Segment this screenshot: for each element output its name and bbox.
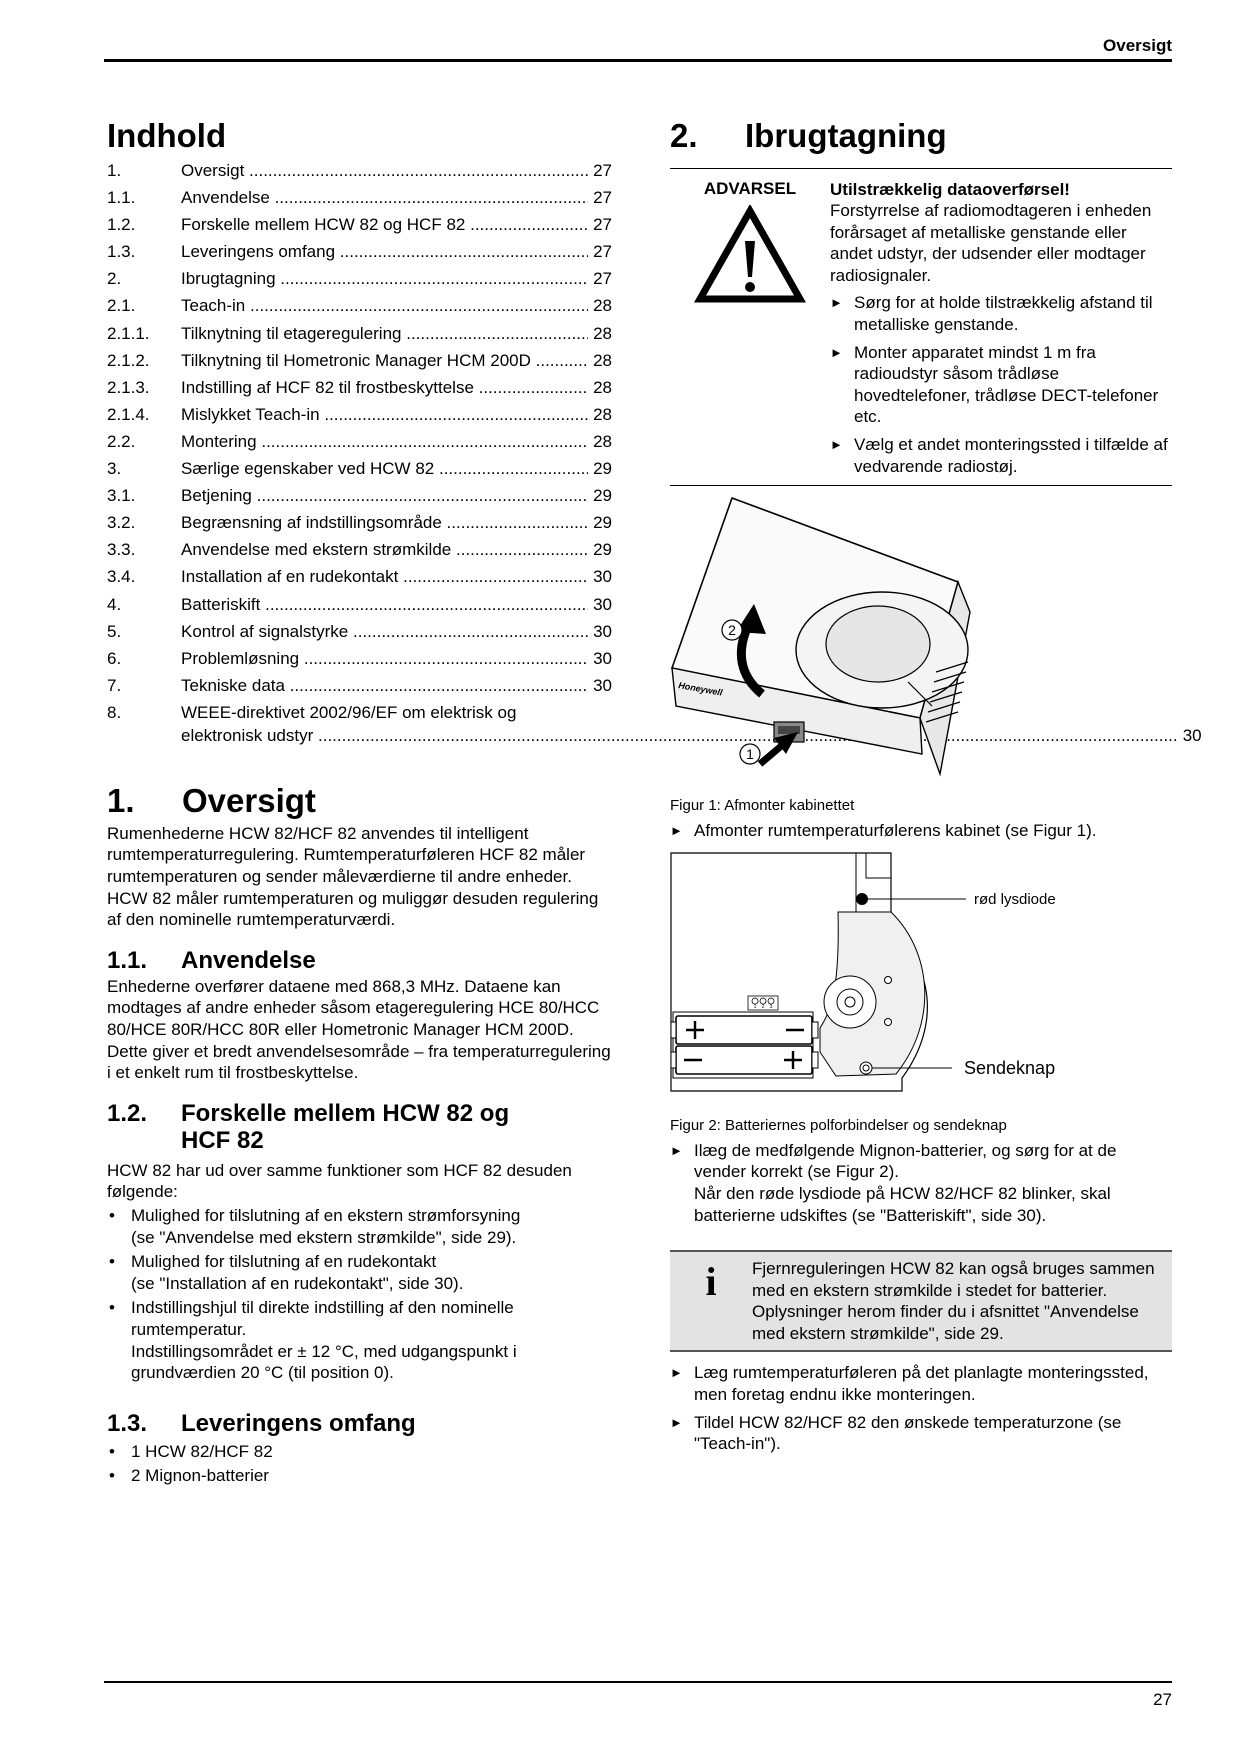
toc-entry-title: Problemløsning xyxy=(181,648,300,668)
toc-entry-title: Batteriskift xyxy=(181,594,261,614)
toc-entry-number: 2.1.1. xyxy=(107,323,150,343)
toc-leader-dots xyxy=(474,374,588,401)
toc-entry-number: 2.2. xyxy=(107,431,136,451)
toc-leader-dots xyxy=(398,563,588,590)
toc-entry[interactable] xyxy=(107,645,612,672)
warning-steps xyxy=(830,292,1172,477)
table-of-contents xyxy=(107,157,612,699)
section-title: Ibrugtagning xyxy=(745,117,947,154)
section-number: 1.3. xyxy=(107,1409,148,1437)
section-number: 1. xyxy=(107,781,135,819)
warning-label: ADVARSEL xyxy=(703,179,797,198)
toc-entry[interactable] xyxy=(107,347,612,374)
figure-1-steps xyxy=(670,820,1172,842)
toc-entry-number: 1.2. xyxy=(107,215,136,235)
terminal-number: 1 xyxy=(753,1003,757,1010)
toc-entry-page: 27 xyxy=(593,242,612,262)
toc-entry-number: 1.1. xyxy=(107,188,136,208)
toc-entry-page: 29 xyxy=(593,486,612,506)
toc-entry-title: Tilknytning til etageregulering xyxy=(181,323,402,343)
toc-entry[interactable] xyxy=(107,699,1202,747)
toc-entry-title: Ibrugtagning xyxy=(181,269,276,289)
figure-1-marker-2: 2 xyxy=(728,622,736,639)
toc-entry-number: 4. xyxy=(107,594,122,614)
toc-entry-title: Teach-in xyxy=(181,296,246,316)
footer-rule xyxy=(104,1681,1172,1683)
toc-entry-number: 1.3. xyxy=(107,242,136,262)
info-box xyxy=(670,1250,1172,1352)
toc-entry-number: 2. xyxy=(107,269,122,289)
toc-entry-page: 28 xyxy=(593,296,612,316)
toc-entry-title: Begrænsning af indstillingsområde xyxy=(181,513,442,533)
toc-entry-title: Anvendelse xyxy=(181,188,270,208)
toc-leader-dots xyxy=(299,645,588,672)
section-1-1-paragraph: Enhederne overfører dataene med 868,3 MHz. Dataene kan modtages af andre enheder såsom etageregulering HCE 80/HCC 80/HCE 80R/HCC 80R eller Hometronic Manager HCM 200D. xyxy=(107,976,600,1040)
toc-entry[interactable] xyxy=(107,428,612,455)
red-led-label: rød lysdiode xyxy=(974,890,1056,908)
section-title: Anvendelse xyxy=(181,946,316,974)
toc-leader-dots xyxy=(270,184,588,211)
toc-entry[interactable] xyxy=(107,211,612,238)
list-item: • 1 HCW 82/HCF 82 xyxy=(107,1441,612,1463)
figure-1-housing-illustration xyxy=(670,492,1140,792)
section-number: 2. xyxy=(670,117,698,154)
list-item-text: • Indstillingshjul til direkte indstilling af den nominelle rumtemperatur. xyxy=(131,1298,514,1339)
toc-entry-number: 5. xyxy=(107,621,122,641)
toc-entry-number: 3.4. xyxy=(107,567,136,587)
toc-entry-title: Særlige egenskaber ved HCW 82 xyxy=(181,459,435,479)
toc-entry-page: 27 xyxy=(593,215,612,235)
toc-entry[interactable] xyxy=(107,184,612,211)
toc-entry[interactable] xyxy=(107,455,612,482)
toc-entry[interactable] xyxy=(107,292,612,319)
toc-leader-dots xyxy=(465,211,588,238)
section-1-paragraph: Rumenhederne HCW 82/HCF 82 anvendes til intelligent rumtemperaturregulering. Rumtemperaturføleren HCF 82 måler rumtemperaturen og sender måleværdierne til andre enheder. xyxy=(107,823,586,887)
toc-entry-page: 27 xyxy=(593,188,612,208)
toc-entry[interactable] xyxy=(107,238,612,265)
list-item-text: (se "Anvendelse med ekstern strømkilde", side 29). xyxy=(131,1227,517,1247)
toc-entry-number: 2.1.2. xyxy=(107,350,150,370)
warning-title: Utilstrækkelig dataoverførsel! xyxy=(830,180,1070,199)
instruction-step: ► Læg rumtemperaturføleren på det planlagte monteringssted, men foretag endnu ikke monteringen. xyxy=(670,1362,1172,1405)
list-item-text: Indstillingsområdet er ± 12 °C, med udgangspunkt i grundværdien 20 °C (til position 0). xyxy=(131,1341,517,1383)
toc-entry-title: Kontrol af signalstyrke xyxy=(181,621,349,641)
toc-leader-dots xyxy=(434,455,588,482)
toc-leader-dots xyxy=(335,238,588,265)
toc-leader-dots xyxy=(252,482,588,509)
toc-heading: Indhold xyxy=(107,117,227,154)
toc-entry-page: 28 xyxy=(593,323,612,343)
toc-entry-number: 3. xyxy=(107,459,122,479)
warning-label-cell xyxy=(670,177,830,477)
toc-entry[interactable] xyxy=(107,536,612,563)
feature-list xyxy=(107,1205,612,1384)
toc-entry-number: 8. xyxy=(107,702,122,722)
warning-step: ► Vælg et andet monteringssted i tilfælde af vedvarende radiostøj. xyxy=(830,434,1172,477)
toc-leader-dots xyxy=(276,265,588,292)
figure-1-marker-1: 1 xyxy=(746,746,754,763)
toc-leader-dots xyxy=(260,591,588,618)
toc-leader-dots xyxy=(531,347,588,374)
toc-entry-page: 29 xyxy=(593,540,612,560)
section-1-1-paragraph: Dette giver et bredt anvendelsesområde – fra temperaturregulering i et enkelt rum til frostbeskyttelse. xyxy=(107,1041,611,1083)
instruction-text: ► Ilæg de medfølgende Mignon-batterier, og sørg for at de vender korrekt (se Figur 2). xyxy=(694,1140,1117,1182)
info-icon: i xyxy=(705,1259,717,1305)
figure-2-steps xyxy=(670,1140,1172,1226)
list-item-text: • Mulighed for tilslutning af en ekstern strømforsyning xyxy=(131,1206,521,1225)
brand-logo: Honeywell xyxy=(677,680,724,698)
delivery-list xyxy=(107,1441,612,1487)
section-title: Leveringens omfang xyxy=(181,1409,416,1437)
toc-leader-dots xyxy=(257,428,588,455)
toc-entry-title: Oversigt xyxy=(181,161,245,180)
warning-box xyxy=(670,168,1172,486)
toc-entry[interactable] xyxy=(107,482,612,509)
toc-entry-title: Mislykket Teach-in xyxy=(181,404,320,424)
toc-leader-dots xyxy=(348,618,588,645)
toc-entry-number: 7. xyxy=(107,675,122,695)
toc-entry-page: 30 xyxy=(593,675,612,695)
section-1-2-heading xyxy=(107,1100,612,1154)
warning-content xyxy=(830,177,1172,477)
toc-entry[interactable] xyxy=(107,320,612,347)
header-rule xyxy=(104,59,1172,62)
toc-entry-page: 30 xyxy=(593,594,612,614)
toc-entry-page: 30 xyxy=(593,567,612,587)
section-number: 1.2. xyxy=(107,1099,148,1127)
instruction-step: ► Afmonter rumtemperaturfølerens kabinet (se Figur 1). xyxy=(670,820,1172,842)
warning-triangle-icon xyxy=(694,205,806,305)
toc-entry-page: 27 xyxy=(593,161,612,180)
toc-entry[interactable] xyxy=(107,265,612,292)
toc-entry-page: 30 xyxy=(593,648,612,668)
toc-leader-dots xyxy=(442,509,588,536)
section-1-paragraph: HCW 82 måler rumtemperaturen og muliggør desuden regulering af den nominelle rumtemperaturværdi. xyxy=(107,888,599,930)
toc-entry[interactable] xyxy=(107,157,612,184)
toc-entry-title: Installation af en rudekontakt xyxy=(181,567,399,587)
toc-entry-number: 3.1. xyxy=(107,486,136,506)
toc-entry-title: Leveringens omfang xyxy=(181,242,336,262)
toc-entry[interactable] xyxy=(107,374,612,401)
toc-entry-title: elektronisk udstyr xyxy=(181,725,314,745)
toc-entry-title: Tilknytning til Hometronic Manager HCM 200D xyxy=(181,350,531,370)
list-item: • 2 Mignon-batterier xyxy=(107,1465,612,1487)
toc-entry[interactable] xyxy=(107,563,612,590)
toc-entry-number: 3.3. xyxy=(107,540,136,560)
instruction-step: ► Tildel HCW 82/HCF 82 den ønskede temperaturzone (se "Teach-in"). xyxy=(670,1412,1172,1455)
toc-entry-title: Forskelle mellem HCW 82 og HCF 82 xyxy=(181,215,466,235)
warning-text: Forstyrrelse af radiomodtageren i enheden forårsaget af metalliske genstande eller andet udstyr, der udsender eller modtager radiosignaler. xyxy=(830,201,1152,285)
instruction-text: Når den røde lysdiode på HCW 82/HCF 82 blinker, skal batterierne udskiftes (se "Batteriskift", side 30). xyxy=(694,1183,1111,1225)
toc-entry-number: 2.1.4. xyxy=(107,404,150,424)
terminal-number: 3 xyxy=(769,1003,773,1010)
send-button-label: Sendeknap xyxy=(964,1057,1056,1078)
toc-entry-page: 28 xyxy=(593,431,612,451)
toc-entry-page: 29 xyxy=(593,459,612,479)
toc-leader-dots xyxy=(244,157,588,184)
toc-entry-number: 2.1.3. xyxy=(107,377,150,397)
toc-entry-page: 29 xyxy=(593,513,612,533)
section-1-1-heading xyxy=(107,947,612,974)
toc-leader-dots xyxy=(451,536,588,563)
list-item xyxy=(107,1205,612,1248)
toc-entry-page: 28 xyxy=(593,377,612,397)
section-1-heading xyxy=(107,781,612,821)
toc-entry-number: 1. xyxy=(107,161,122,180)
figure-1-caption: Figur 1: Afmonter kabinettet xyxy=(670,797,855,815)
toc-entry[interactable] xyxy=(107,401,612,428)
warning-step: ► Sørg for at holde tilstrækkelig afstand til metalliske genstande. xyxy=(830,292,1172,335)
toc-leader-dots xyxy=(245,292,588,319)
toc-entry-page: 28 xyxy=(593,404,612,424)
running-header: Oversigt xyxy=(1103,36,1172,55)
toc-entry-number: 2.1. xyxy=(107,296,136,316)
right-column xyxy=(670,116,1172,1455)
toc-entry-page: 30 xyxy=(593,621,612,641)
section-title: Oversigt xyxy=(182,781,316,819)
toc-entry-title: Indstilling af HCF 82 til frostbeskyttelse xyxy=(181,377,474,397)
toc-entry-title: Anvendelse med ekstern strømkilde xyxy=(181,540,452,560)
toc-entry-page: 27 xyxy=(593,269,612,289)
section-1-2-paragraph: HCW 82 har ud over samme funktioner som HCF 82 desuden følgende: xyxy=(107,1160,572,1202)
toc-leader-dots xyxy=(320,401,588,428)
toc-entry-title: WEEE-direktivet 2002/96/EF om elektrisk og xyxy=(181,702,517,722)
final-steps xyxy=(670,1362,1172,1454)
warning-step: ► Monter apparatet mindst 1 m fra radioudstyr såsom trådløse hovedtelefoner, trådløse DECT-telefoner etc. xyxy=(830,342,1172,428)
terminal-number: 2 xyxy=(761,1003,765,1010)
list-item xyxy=(107,1251,612,1294)
toc-entry[interactable] xyxy=(107,618,612,645)
toc-entry[interactable] xyxy=(107,672,612,699)
figure-2-caption: Figur 2: Batteriernes polforbindelser og sendeknap xyxy=(670,1116,1007,1134)
section-title: HCF 82 xyxy=(181,1126,264,1154)
section-2-heading xyxy=(670,116,1172,156)
list-item-text: • Mulighed for tilslutning af en rudekontakt xyxy=(131,1252,437,1272)
list-item-text: (se "Installation af en rudekontakt", side 30). xyxy=(131,1273,464,1293)
section-1-3-heading xyxy=(107,1410,612,1437)
instruction-step xyxy=(670,1140,1172,1226)
toc-entry-title: Montering xyxy=(181,431,257,451)
toc-entry-number: 3.2. xyxy=(107,513,136,533)
list-item xyxy=(107,1297,612,1383)
toc-leader-dots xyxy=(402,320,589,347)
info-text: Fjernreguleringen HCW 82 kan også bruges sammen med en ekstern strømkilde i stedet for batterier. Oplysninger herom finder du i afsnittet "Anvendelse med ekstern strømkilde", side 29. xyxy=(752,1259,1155,1343)
toc-entry-number: 6. xyxy=(107,648,122,668)
toc-leader-dots xyxy=(285,672,588,699)
toc-entry-title: Betjening xyxy=(181,486,252,506)
section-number: 1.1. xyxy=(107,946,148,974)
toc-entry-title: Tekniske data xyxy=(181,675,285,695)
figure-2-battery-illustration xyxy=(670,852,1140,1102)
toc-entry[interactable] xyxy=(107,509,612,536)
section-title: Forskelle mellem HCW 82 og xyxy=(181,1099,510,1127)
toc-entry-page: 28 xyxy=(593,350,612,370)
page-number: 27 xyxy=(1153,1690,1172,1709)
toc-entry-page: 30 xyxy=(1182,725,1202,745)
toc-entry[interactable] xyxy=(107,591,612,618)
